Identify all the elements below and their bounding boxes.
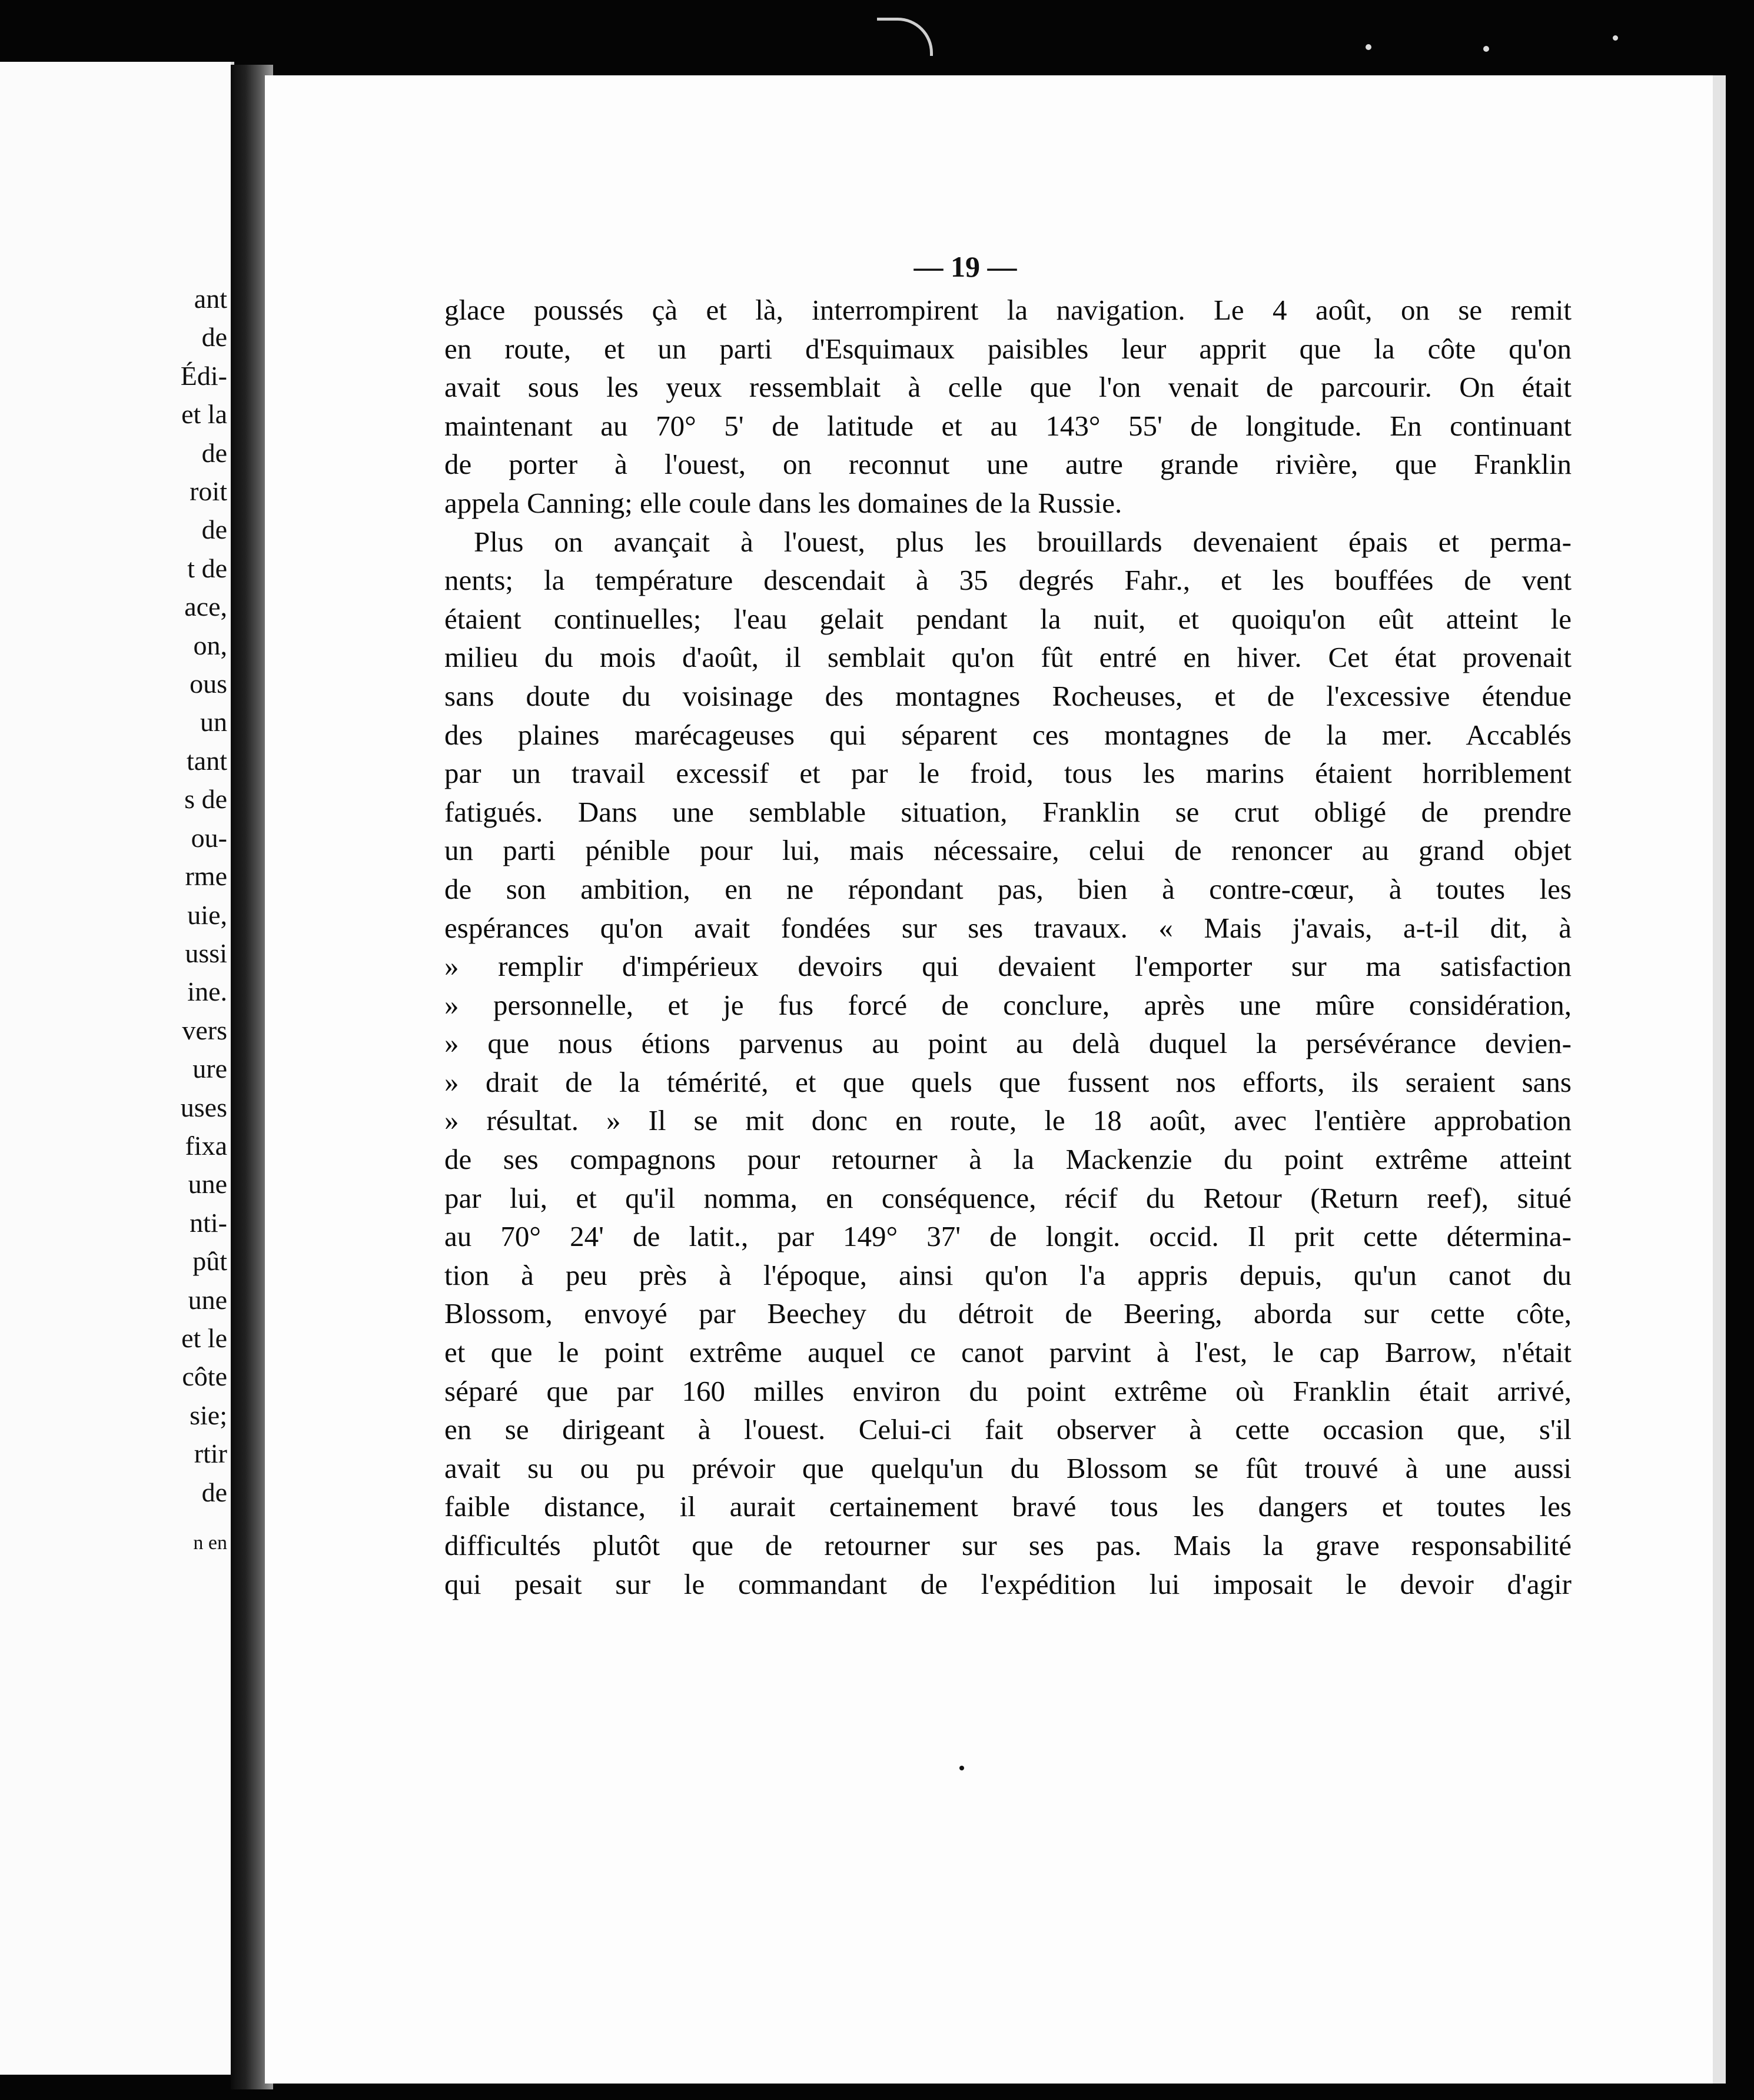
text-line: étaient continuelles; l'eau gelait pendant la nuit, et quoiqu'on eût atteint le	[444, 602, 1572, 635]
text-line: » remplir d'impérieux devoirs qui devaient l'emporter sur ma satisfaction	[444, 950, 1572, 983]
text-line: appela Canning; elle coule dans les domaines de la Russie.	[444, 486, 1122, 519]
left-page-fragment: nti-	[190, 1207, 227, 1238]
left-page-fragment: ure	[192, 1054, 227, 1084]
left-page-fragment: de	[201, 437, 227, 468]
scan-speck	[1366, 44, 1371, 50]
left-page-fragment: rme	[185, 861, 227, 892]
text-line: tion à peu près à l'époque, ainsi qu'on l'a appris depuis, qu'un canot du	[444, 1258, 1572, 1291]
left-page-fragment: pût	[192, 1246, 227, 1277]
text-line: en route, et un parti d'Esquimaux paisibles leur apprit que la côte qu'on	[444, 332, 1572, 365]
left-page-fragment: rtir	[194, 1438, 227, 1469]
left-page-text-fragments	[181, 280, 227, 1561]
text-line: Plus on avançait à l'ouest, plus les brouillards devenaient épais et perma-	[474, 525, 1572, 558]
left-page-fragment: ine.	[187, 976, 227, 1007]
text-line: glace poussés çà et là, interrompirent la navigation. Le 4 août, on se remit	[444, 294, 1572, 326]
text-line: sans doute du voisinage des montagnes Rocheuses, et de l'excessive étendue	[444, 679, 1572, 712]
text-line: de porter à l'ouest, on reconnut une autre grande rivière, que Franklin	[444, 448, 1572, 481]
text-line: et que le point extrême auquel ce canot parvint à l'est, le cap Barrow, n'était	[444, 1336, 1572, 1369]
left-page-fragment: Édi-	[180, 360, 227, 391]
left-page-fragment: roit	[190, 476, 227, 507]
left-page-fragment: sie;	[190, 1400, 227, 1430]
scan-speck	[1483, 46, 1489, 52]
body-text	[444, 291, 1572, 1603]
text-line: au 70° 24' de latit., par 149° 37' de longit. occid. Il prit cette détermina-	[444, 1220, 1572, 1253]
left-page-fragment: on,	[193, 630, 227, 660]
left-page-fragment: une	[188, 1284, 227, 1315]
text-line: nents; la température descendait à 35 degrés Fahr., et les bouffées de vent	[444, 564, 1572, 597]
text-line: par un travail excessif et par le froid, tous les marins étaient horriblement	[444, 757, 1572, 790]
left-page-fragment: une	[188, 1169, 227, 1199]
text-line: espérances qu'on avait fondées sur ses travaux. « Mais j'avais, a-t-il dit, à	[444, 911, 1572, 944]
left-page-fragment: de	[201, 1477, 227, 1507]
text-line: faible distance, il aurait certainement bravé tous les dangers et toutes les	[444, 1490, 1572, 1523]
left-page-footnote-fragment: n en	[193, 1532, 227, 1554]
left-page-fragment: un	[200, 707, 227, 737]
left-page-fragment: et la	[181, 399, 227, 430]
left-page-fragment: fixa	[185, 1130, 227, 1161]
text-line: avait su ou pu prévoir que quelqu'un du Blossom se fût trouvé à une aussi	[444, 1451, 1572, 1484]
left-page-fragment: ou-	[191, 822, 227, 853]
scan-speck	[959, 1766, 964, 1770]
left-page-fragment: uie,	[187, 899, 227, 930]
left-page-fragment: ace,	[184, 592, 227, 622]
text-line: maintenant au 70° 5' de latitude et au 143° 55' de longitude. En continuant	[444, 409, 1572, 442]
text-line: avait sous les yeux ressemblait à celle que l'on venait de parcourir. On était	[444, 371, 1572, 404]
text-line: de ses compagnons pour retourner à la Mackenzie du point extrême atteint	[444, 1143, 1572, 1176]
left-page-fragment: s de	[184, 784, 227, 815]
page-number: — 19 —	[913, 250, 1017, 283]
left-page-fragment: de	[201, 514, 227, 545]
left-page-fragment: côte	[182, 1361, 227, 1392]
left-page-fragment: de	[201, 322, 227, 353]
left-page-fragment: et le	[181, 1323, 227, 1353]
text-line: séparé que par 160 milles environ du point extrême où Franklin était arrivé,	[444, 1374, 1572, 1407]
text-line: difficultés plutôt que de retourner sur ses pas. Mais la grave responsabilité	[444, 1529, 1572, 1561]
text-line: par lui, et qu'il nomma, en conséquence, récif du Retour (Return reef), situé	[444, 1181, 1572, 1214]
left-page-fragment: tant	[187, 745, 227, 776]
left-page-fragment: t de	[187, 553, 227, 583]
text-line: en se dirigeant à l'ouest. Celui-ci fait observer à cette occasion que, s'il	[444, 1413, 1572, 1446]
text-line: un parti pénible pour lui, mais nécessaire, celui de renoncer au grand objet	[444, 834, 1572, 867]
text-line: Blossom, envoyé par Beechey du détroit de Beering, aborda sur cette côte,	[444, 1297, 1572, 1330]
left-facing-page	[0, 62, 234, 2075]
text-line: » que nous étions parvenus au point au delà duquel la persévérance devien-	[444, 1027, 1572, 1060]
text-line: fatigués. Dans une semblable situation, Franklin se crut obligé de prendre	[444, 795, 1572, 828]
text-line: qui pesait sur le commandant de l'expédition lui imposait le devoir d'agir	[444, 1567, 1572, 1600]
left-page-fragment: ous	[190, 669, 227, 699]
text-line: » résultat. » Il se mit donc en route, le 18 août, avec l'entière approbation	[444, 1104, 1572, 1137]
text-line: milieu du mois d'août, il semblait qu'on fût entré en hiver. Cet état provenait	[444, 641, 1572, 674]
left-page-fragment: ussi	[185, 938, 227, 968]
scan-artifact-curve	[877, 18, 933, 56]
left-page-fragment: ant	[194, 284, 227, 314]
left-page-fragment: vers	[182, 1015, 227, 1045]
text-line: de son ambition, en ne répondant pas, bien à contre-cœur, à toutes les	[444, 872, 1572, 905]
text-line: » drait de la témérité, et que quels que fussent nos efforts, ils seraient sans	[444, 1065, 1572, 1098]
right-page	[265, 75, 1726, 2084]
text-line: » personnelle, et je fus forcé de conclure, après une mûre considération,	[444, 988, 1572, 1021]
text-line: des plaines marécageuses qui séparent ces montagnes de la mer. Accablés	[444, 718, 1572, 751]
left-page-fragment: uses	[180, 1092, 227, 1122]
scan-speck	[1613, 35, 1618, 41]
